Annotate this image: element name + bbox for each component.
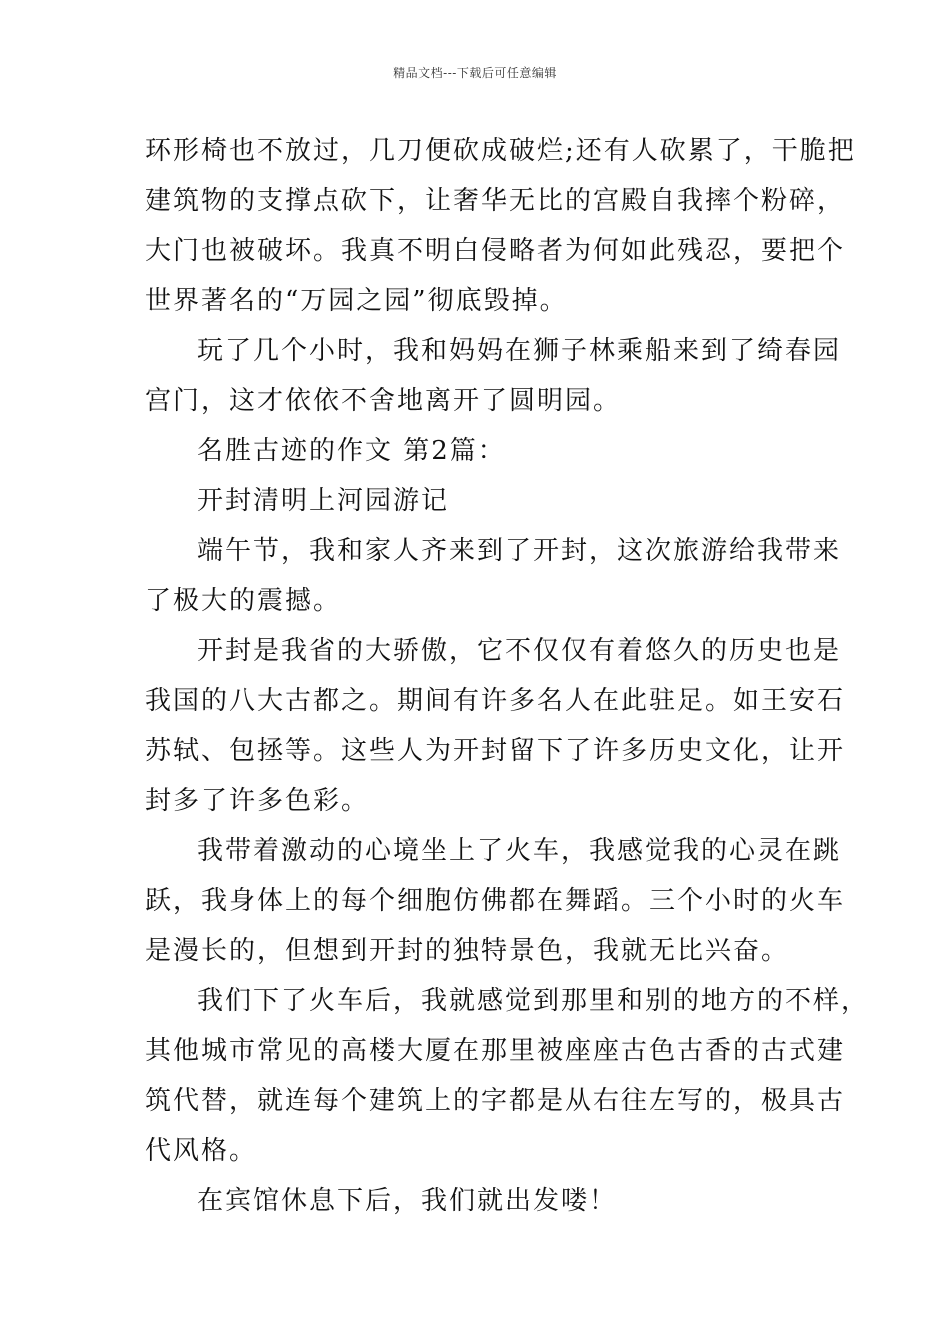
body-line: 世界著名的“万园之园”彻底毁掉。 <box>145 286 568 316</box>
paragraph-start-line: 在宾馆休息下后，我们就出发喽！ <box>197 1186 618 1216</box>
body-line: 环形椅也不放过，几刀便砍成破烂;还有人砍累了，干脆把 <box>145 136 856 166</box>
body-line: 其他城市常见的高楼大厦在那里被座座古色古香的古式建 <box>145 1036 846 1066</box>
body-line: 大门也被破坏。我真不明白侵略者为何如此残忍，要把个 <box>145 236 846 266</box>
body-line: 是漫长的，但想到开封的独特景色，我就无比兴奋。 <box>145 936 790 966</box>
body-line: 苏轼、包拯等。这些人为开封留下了许多历史文化，让开 <box>145 736 846 766</box>
paragraph-start-line: 我们下了火车后，我就感觉到那里和别的地方的不样， <box>197 986 870 1016</box>
article-title: 开封清明上河园游记 <box>197 486 450 516</box>
paragraph-start-line: 我带着激动的心境坐上了火车，我感觉我的心灵在跳 <box>197 836 842 866</box>
body-line: 建筑物的支撑点砍下，让奢华无比的宫殿自我摔个粉碎， <box>145 186 846 216</box>
paragraph-start-line: 端午节，我和家人齐来到了开封，这次旅游给我带来 <box>197 536 842 566</box>
body-line: 代风格。 <box>145 1136 258 1166</box>
body-line: 筑代替，就连每个建筑上的字都是从右往左写的，极具古 <box>145 1086 846 1116</box>
page-header: 精品文档---下载后可任意编辑 <box>393 66 557 80</box>
body-line: 我国的八大古都之。期间有许多名人在此驻足。如王安石 <box>145 686 846 716</box>
paragraph-start-line: 玩了几个小时，我和妈妈在狮子林乘船来到了绮春园 <box>197 336 842 366</box>
body-line: 宫门，这才依依不舍地离开了圆明园。 <box>145 386 622 416</box>
body-line: 了极大的震撼。 <box>145 586 342 616</box>
section-heading: 名胜古迹的作文 第2篇： <box>197 436 506 466</box>
body-line: 封多了许多色彩。 <box>145 786 370 816</box>
paragraph-start-line: 开封是我省的大骄傲，它不仅仅有着悠久的历史也是 <box>197 636 842 666</box>
body-line: 跃，我身体上的每个细胞仿佛都在舞蹈。三个小时的火车 <box>145 886 846 916</box>
